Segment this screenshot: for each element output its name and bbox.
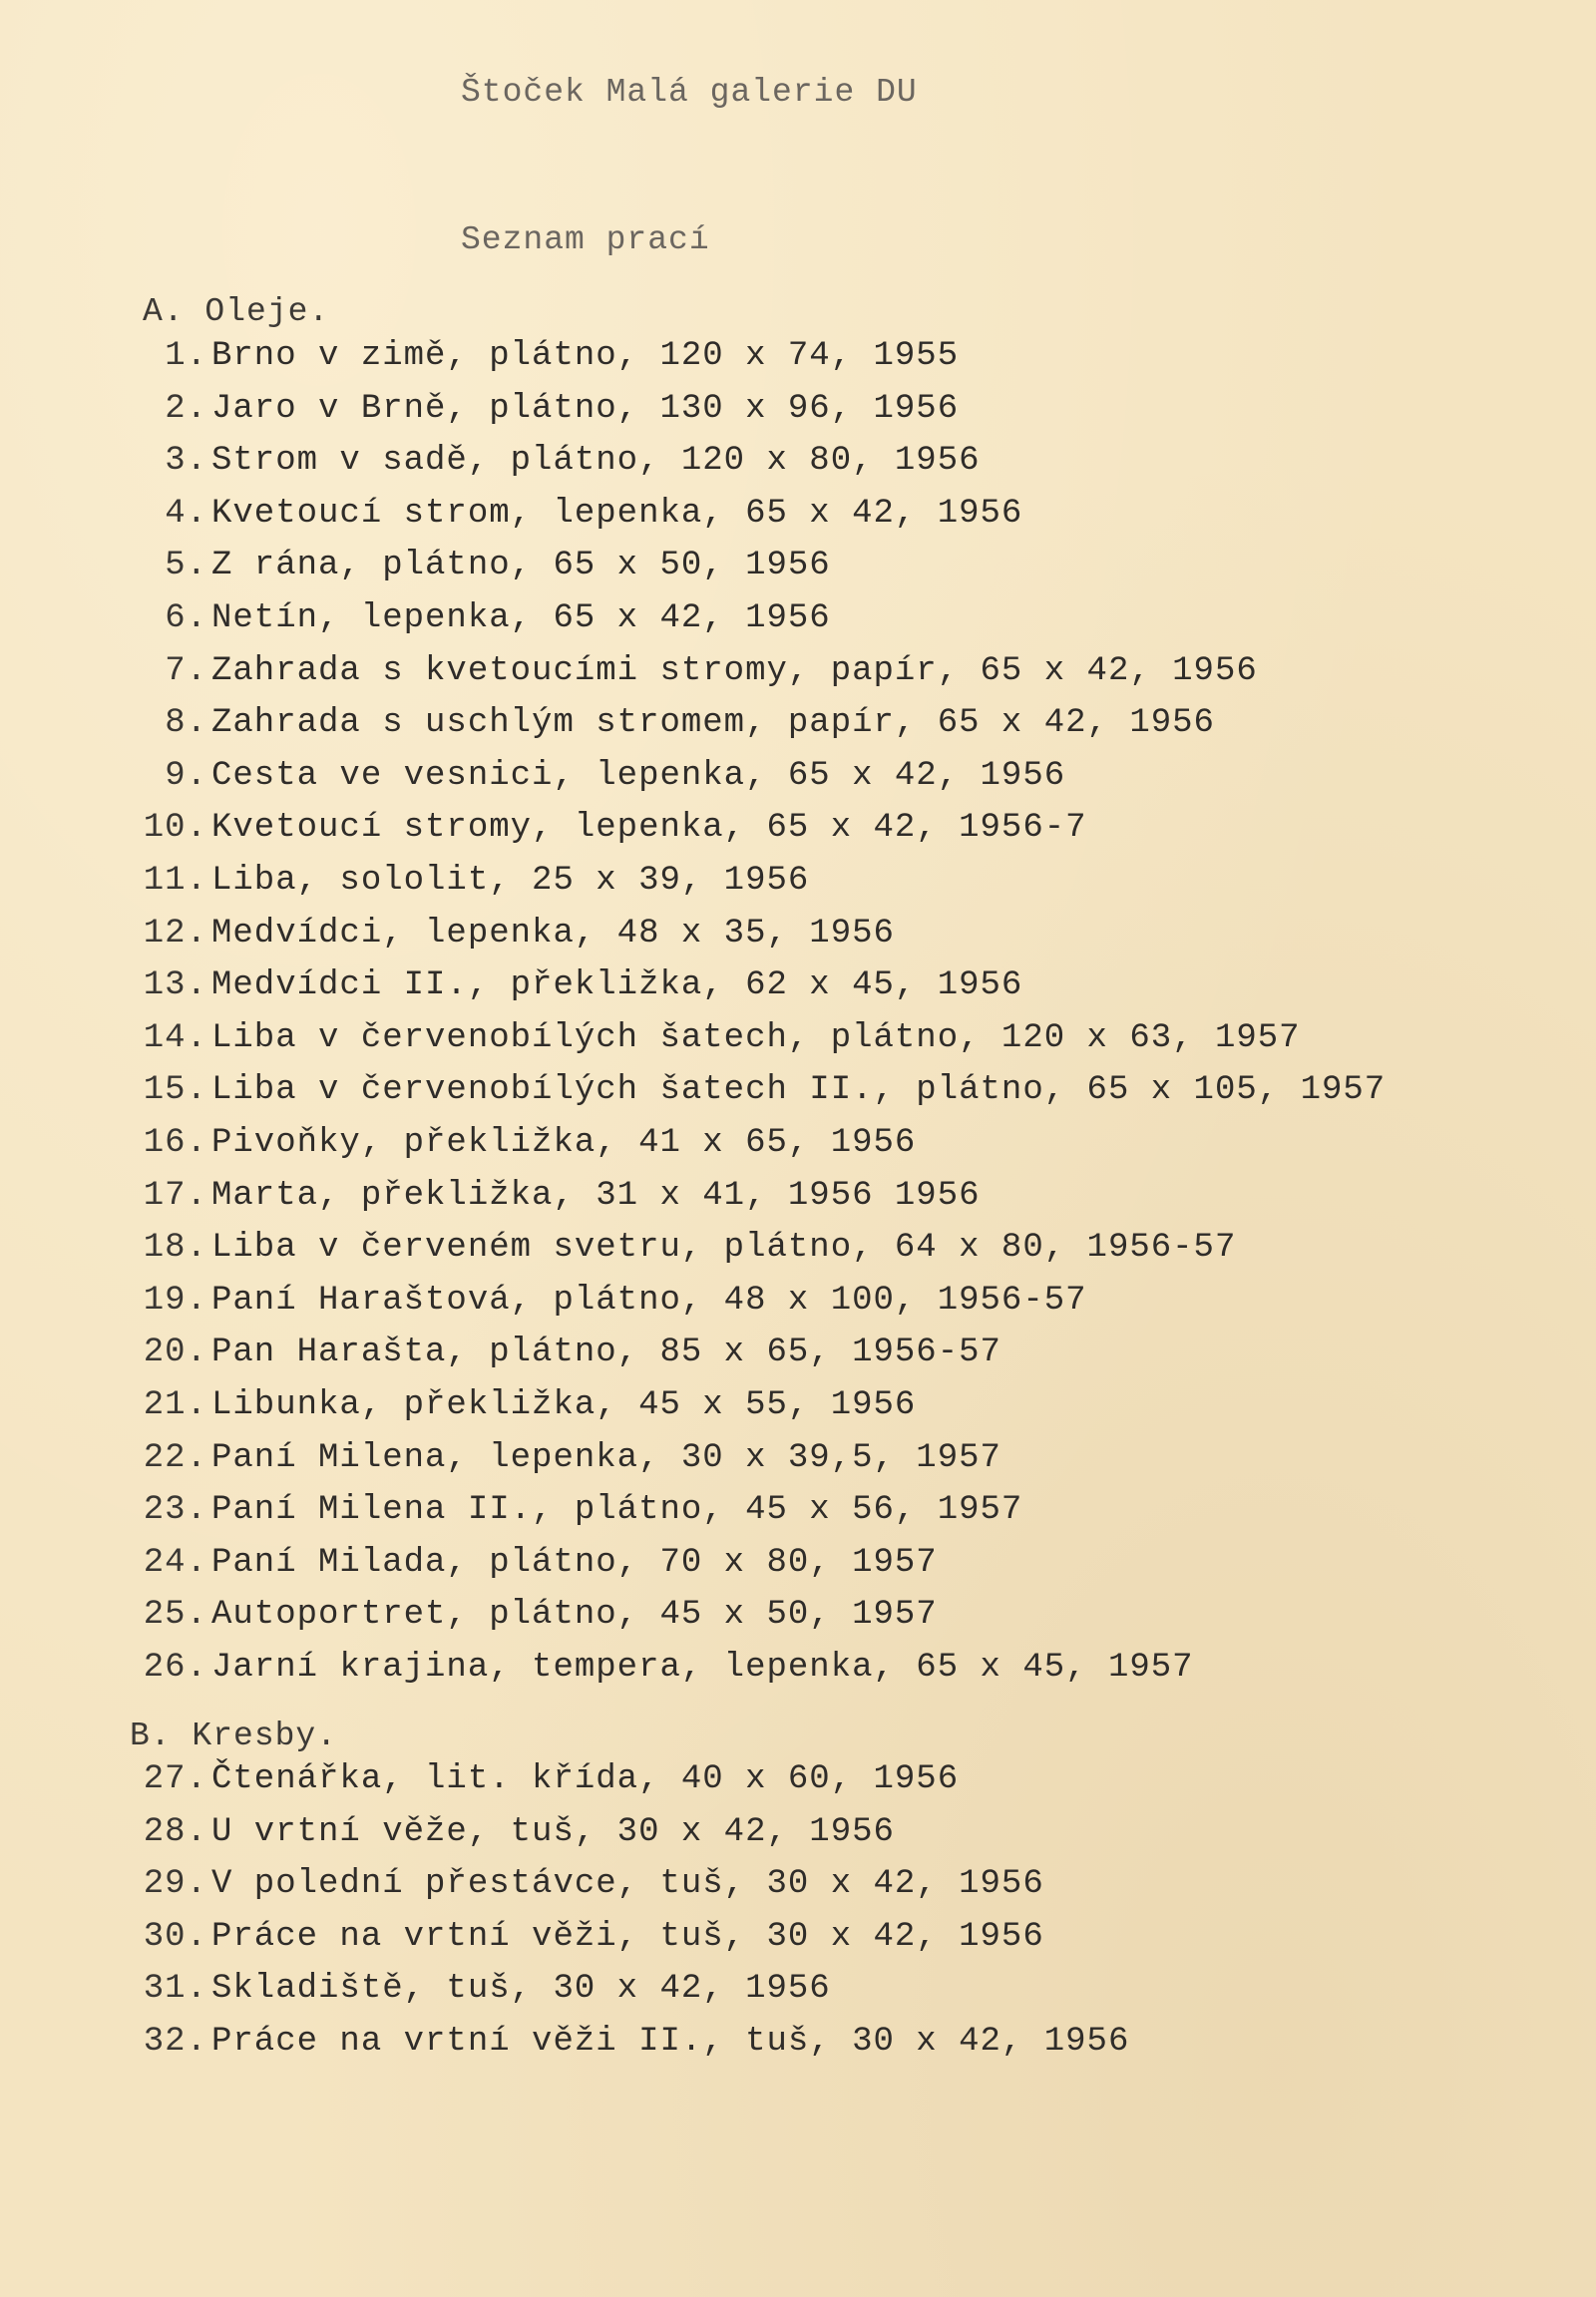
section-heading-oleje: A. Oleje. bbox=[143, 293, 330, 330]
item-text: Práce na vrtní věži, tuš, 30 x 42, 1956 bbox=[211, 1917, 1044, 1956]
item-number: 7. bbox=[165, 651, 207, 690]
item-text: Kvetoucí stromy, lepenka, 65 x 42, 1956-7 bbox=[211, 809, 1087, 848]
item-number: 14. bbox=[143, 1018, 207, 1057]
document-title: Seznam prací bbox=[461, 221, 710, 258]
item-number: 2. bbox=[165, 389, 207, 428]
item-number: 25. bbox=[143, 1596, 207, 1635]
item-text: Kvetoucí strom, lepenka, 65 x 42, 1956 bbox=[211, 494, 1023, 533]
item-text: Cesta ve vesnici, lepenka, 65 x 42, 1956 bbox=[211, 756, 1066, 795]
item-number: 4. bbox=[165, 494, 207, 533]
item-number: 26. bbox=[143, 1649, 207, 1687]
item-text: Brno v zimě, plátno, 120 x 74, 1955 bbox=[211, 337, 960, 375]
item-text: Paní Milena II., plátno, 45 x 56, 1957 bbox=[211, 1491, 1023, 1530]
item-number: 1. bbox=[165, 337, 207, 375]
item-text: Z rána, plátno, 65 x 50, 1956 bbox=[211, 547, 831, 585]
item-text: Autoportret, plátno, 45 x 50, 1957 bbox=[211, 1596, 938, 1635]
item-text: Zahrada s uschlým stromem, papír, 65 x 42, 1956 bbox=[211, 704, 1215, 743]
section-heading-kresby: B. Kresby. bbox=[130, 1718, 338, 1754]
item-number: 20. bbox=[143, 1334, 207, 1372]
item-text: U vrtní věže, tuš, 30 x 42, 1956 bbox=[211, 1812, 895, 1851]
item-number: 28. bbox=[143, 1812, 207, 1851]
item-text: Pivoňky, překližka, 41 x 65, 1956 bbox=[211, 1124, 917, 1162]
item-number: 12. bbox=[143, 914, 207, 953]
item-text: Netín, lepenka, 65 x 42, 1956 bbox=[211, 599, 831, 637]
item-text: Paní Haraštová, plátno, 48 x 100, 1956-57 bbox=[211, 1281, 1087, 1320]
item-number: 17. bbox=[143, 1176, 207, 1215]
item-number: 29. bbox=[143, 1865, 207, 1904]
item-number: 31. bbox=[143, 1970, 207, 2009]
item-text: Pan Harašta, plátno, 85 x 65, 1956-57 bbox=[211, 1334, 1001, 1372]
item-text: Medvídci II., překližka, 62 x 45, 1956 bbox=[211, 966, 1023, 1005]
item-text: Skladiště, tuš, 30 x 42, 1956 bbox=[211, 1970, 831, 2009]
item-number: 18. bbox=[143, 1229, 207, 1268]
item-number: 24. bbox=[143, 1543, 207, 1582]
item-number: 22. bbox=[143, 1438, 207, 1477]
item-number: 3. bbox=[165, 442, 207, 481]
item-text: Liba v červenobílých šatech II., plátno, 65 x 105, 1957 bbox=[211, 1071, 1387, 1110]
item-number: 27. bbox=[143, 1760, 207, 1798]
item-text: Paní Milena, lepenka, 30 x 39,5, 1957 bbox=[211, 1438, 1001, 1477]
item-number: 13. bbox=[143, 966, 207, 1005]
item-number: 10. bbox=[143, 809, 207, 848]
item-text: Jarní krajina, tempera, lepenka, 65 x 45, 1957 bbox=[211, 1649, 1194, 1687]
item-number: 32. bbox=[143, 2023, 207, 2061]
item-text: Jaro v Brně, plátno, 130 x 96, 1956 bbox=[211, 389, 960, 428]
item-text: V polední přestávce, tuš, 30 x 42, 1956 bbox=[211, 1865, 1044, 1904]
item-text: Marta, překližka, 31 x 41, 1956 1956 bbox=[211, 1176, 981, 1215]
item-number: 8. bbox=[165, 704, 207, 743]
item-text: Práce na vrtní věži II., tuš, 30 x 42, 1956 bbox=[211, 2023, 1130, 2061]
item-text: Čtenářka, lit. křída, 40 x 60, 1956 bbox=[211, 1760, 960, 1798]
item-text: Medvídci, lepenka, 48 x 35, 1956 bbox=[211, 914, 895, 953]
item-text: Paní Milada, plátno, 70 x 80, 1957 bbox=[211, 1543, 938, 1582]
item-text: Liba v červenobílých šatech, plátno, 120 x 63, 1957 bbox=[211, 1018, 1301, 1057]
item-text: Libunka, překližka, 45 x 55, 1956 bbox=[211, 1386, 917, 1424]
item-number: 23. bbox=[143, 1491, 207, 1530]
item-number: 30. bbox=[143, 1917, 207, 1956]
item-number: 19. bbox=[143, 1281, 207, 1320]
item-number: 5. bbox=[165, 547, 207, 585]
item-number: 21. bbox=[143, 1386, 207, 1424]
item-text: Zahrada s kvetoucími stromy, papír, 65 x 42, 1956 bbox=[211, 651, 1258, 690]
item-number: 16. bbox=[143, 1124, 207, 1162]
item-text: Strom v sadě, plátno, 120 x 80, 1956 bbox=[211, 442, 981, 481]
document-header: Štoček Malá galerie DU bbox=[461, 74, 918, 111]
item-number: 9. bbox=[165, 756, 207, 795]
item-text: Liba v červeném svetru, plátno, 64 x 80, 1956-57 bbox=[211, 1229, 1237, 1268]
item-number: 15. bbox=[143, 1071, 207, 1110]
item-text: Liba, sololit, 25 x 39, 1956 bbox=[211, 862, 810, 900]
item-number: 11. bbox=[143, 862, 207, 900]
item-number: 6. bbox=[165, 599, 207, 637]
